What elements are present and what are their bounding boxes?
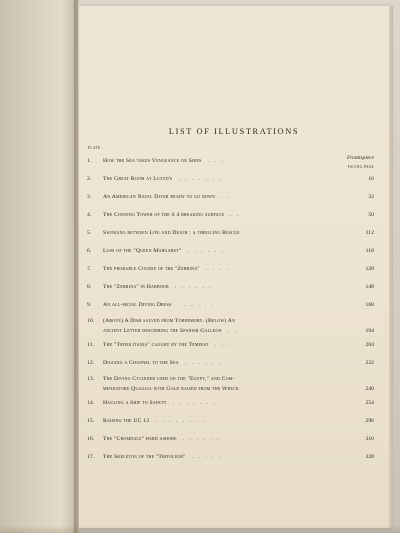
illustration-title <box>103 228 365 238</box>
page-title: LIST OF ILLUSTRATIONS <box>168 127 300 136</box>
page-edge <box>389 6 393 528</box>
illustration-title-text: An American Naval Diver ready to go down <box>103 194 216 200</box>
page-number: 50 <box>368 212 374 218</box>
bottom-shadow <box>0 525 400 533</box>
illustration-title <box>103 192 365 202</box>
leader-dots: . . . . <box>205 266 230 272</box>
leader-dots: . . . . . . . <box>172 400 218 406</box>
leader-dots: . . . . . . <box>187 248 225 254</box>
page-number: 254 <box>365 400 374 406</box>
illustration-title-text: ancient Letter describing the Spanish Galleon <box>103 328 222 334</box>
page-number: 296 <box>365 418 374 424</box>
illustration-title-text: Loss of the "Queen Margaret" <box>103 248 182 254</box>
illustration-title-text: How the Sea takes Vengeance on Ships <box>103 158 202 164</box>
illustration-title <box>103 282 365 292</box>
illustration-title <box>103 452 365 462</box>
illustration-title-text: The Conning Tower of the S 4 breaking surface <box>103 212 225 218</box>
illustration-title-text: (Above) A Dish salved from Tobermory. (Below) An <box>103 318 236 324</box>
frontispiece-label: Frontispiece <box>346 155 374 161</box>
leader-dots: . . . . . . <box>174 284 213 290</box>
plate-number: 12. <box>87 360 95 366</box>
page-number: 16 <box>368 176 374 182</box>
page-number: 328 <box>365 454 374 460</box>
facing-page-column-label: FACING PAGE <box>347 165 374 169</box>
facing-page-edge <box>0 0 78 533</box>
illustration-title-text: The Diving Cylinder used on the "Egypt," and Com- <box>103 376 235 382</box>
leader-dots: . . . . . <box>191 454 223 460</box>
leader-dots: . . <box>227 328 238 334</box>
illustration-title <box>103 358 365 368</box>
leader-dots: . . . <box>214 342 232 348</box>
plate-number: 7. <box>87 266 92 272</box>
plate-number: 17. <box>87 454 95 460</box>
page-number: 204 <box>365 342 374 348</box>
plate-number: 11. <box>87 342 94 348</box>
illustration-title <box>103 210 365 220</box>
illustration-title <box>103 316 365 326</box>
plate-number: 6. <box>87 248 92 254</box>
plate-number: 13. <box>87 376 95 382</box>
plate-number: 9. <box>87 302 92 308</box>
leader-dots: . . <box>230 212 241 218</box>
leader-dots: . . <box>221 194 232 200</box>
plate-number: 1. <box>87 158 92 164</box>
page-number: 222 <box>365 360 374 366</box>
page-number: 148 <box>365 284 374 290</box>
plate-column-label: PLATE <box>88 146 101 150</box>
illustration-title <box>103 264 365 274</box>
illustration-title <box>103 156 365 166</box>
illustration-title-text: The "Zebrina" in Harbour <box>103 284 169 290</box>
leader-dots: . . . . . . <box>184 360 223 366</box>
page-number: 194 <box>365 328 374 334</box>
illustration-title-text: Raising the UC 12 <box>103 418 150 424</box>
illustration-title-text: The "Tripolitania" caught by the Tempest <box>103 342 209 348</box>
plate-number: 2. <box>87 176 92 182</box>
page-number: 32 <box>368 194 374 200</box>
illustration-title-text: Digging a Channel to the Sea <box>103 360 179 366</box>
illustration-title <box>103 174 365 184</box>
page-number: 240 <box>365 386 374 392</box>
illustration-title <box>103 434 365 444</box>
leader-dots: . . . . . . . . <box>155 418 207 424</box>
illustration-title-continued <box>103 384 365 394</box>
page-number: 128 <box>365 266 374 272</box>
illustration-title-text: The Great Room at Lloyd's <box>103 176 173 182</box>
plate-number: 8. <box>87 284 92 290</box>
illustration-title-text: Hauling a Ship to Safety <box>103 400 167 406</box>
illustration-title-continued <box>103 326 365 336</box>
illustration-title <box>103 246 365 256</box>
illustration-title <box>103 374 365 384</box>
illustration-title-text: The "Cromdale" hard ashore <box>103 436 177 442</box>
leader-dots: . . . <box>207 158 225 164</box>
illustration-title-text: An all-metal Diving Dress <box>103 302 172 308</box>
book-page <box>79 6 389 528</box>
plate-number: 5. <box>87 230 92 236</box>
plate-number: 15. <box>87 418 95 424</box>
illustration-title <box>103 340 365 350</box>
plate-number: 14. <box>87 400 95 406</box>
illustration-title-text: The Skeleton of the "Trifolium" <box>103 454 186 460</box>
leader-dots: . . . . . . <box>182 436 221 442</box>
illustration-title-text: mendatore Quaglia with Gold raised from the Wreck <box>103 386 240 392</box>
illustration-title-text: The probable Course of the "Zebrina" <box>103 266 200 272</box>
page-number: 168 <box>365 302 374 308</box>
plate-number: 3. <box>87 194 92 200</box>
illustration-title <box>103 300 365 310</box>
plate-number: 16. <box>87 436 95 442</box>
page-number: 118 <box>365 248 374 254</box>
plate-number: 10. <box>87 318 95 324</box>
page-number: 112 <box>365 230 374 236</box>
leader-dots: . . . . . . <box>177 302 216 308</box>
leader-dots: . . . . . . . <box>178 176 223 182</box>
illustration-title-text: Swinging between Life and Death : a thrilling Rescue <box>103 230 240 236</box>
illustration-title <box>103 398 365 408</box>
illustration-title <box>103 416 365 426</box>
page-number: 310 <box>365 436 374 442</box>
plate-number: 4. <box>87 212 92 218</box>
